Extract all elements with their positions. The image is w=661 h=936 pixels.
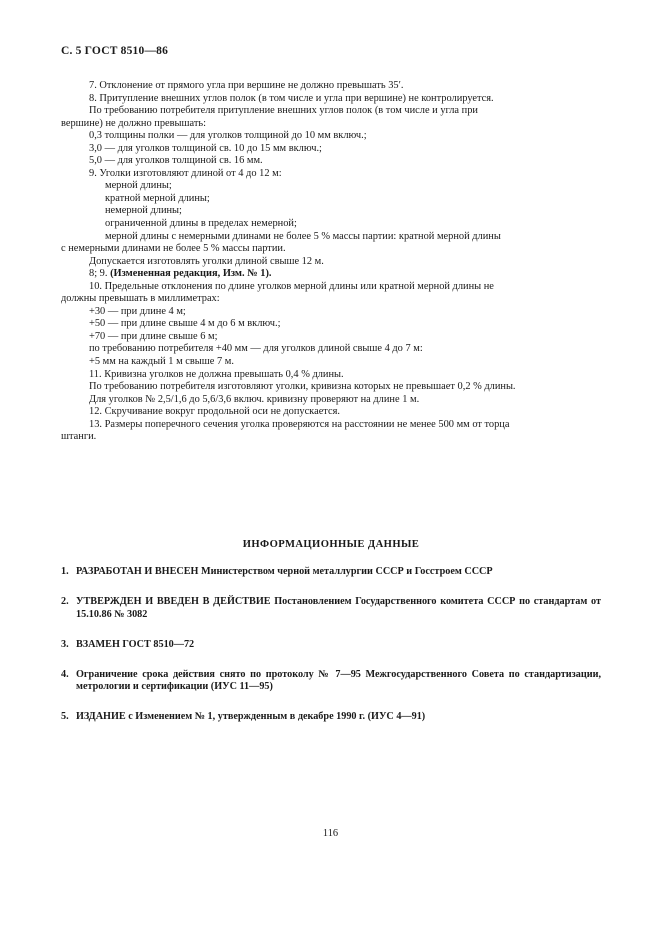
page-header: С. 5 ГОСТ 8510—86 xyxy=(61,45,169,57)
clause-8-item: 5,0 — для уголков толщиной св. 16 мм. xyxy=(89,155,263,167)
clause-12: 12. Скручивание вокруг продольной оси не допускается. xyxy=(89,406,340,418)
clause-8-requirement-cont: вершине) не должно превышать: xyxy=(61,117,207,129)
info-item-replaces xyxy=(61,639,601,652)
amendment-label: (Измененная редакция, Изм. № 1). xyxy=(110,268,272,280)
clause-10-item: +30 — при длине 4 м; xyxy=(89,305,186,317)
clause-11-note: Для уголков № 2,5/1,6 до 5,6/3,6 включ. кривизну проверяют на длине 1 м. xyxy=(89,393,420,405)
info-item-number: 4. xyxy=(61,668,69,680)
info-item-number: 3. xyxy=(61,638,69,650)
clause-13: 13. Размеры поперечного сечения уголка проверяются на расстоянии не менее 500 мм от торца xyxy=(89,418,510,430)
clause-9-item: мерной длины; xyxy=(105,180,172,192)
info-item-text: РАЗРАБОТАН И ВНЕСЕН Министерством черной металлургии СССР и Госстроем СССР xyxy=(76,566,493,577)
info-item-validity xyxy=(61,669,601,694)
clause-11-requirement: По требованию потребителя изготовляют уголки, кривизна которых не превышает 0,2 % длины. xyxy=(89,381,516,393)
clause-10-item: по требованию потребителя +40 мм — для уголков длиной свыше 4 до 7 м: xyxy=(89,343,423,355)
clause-9-item: кратной мерной длины; xyxy=(105,192,210,204)
clause-8: 8. Притупление внешних углов полок (в том числе и угла при вершине) не контролируется. xyxy=(89,92,494,104)
info-item-text: ИЗДАНИЕ с Изменением № 1, утвержденным в декабре 1990 г. (ИУС 4—91) xyxy=(76,711,426,722)
amendment-clauses: 8; 9. xyxy=(89,268,108,280)
info-item-number: 2. xyxy=(61,596,69,607)
info-item-edition xyxy=(61,711,601,724)
clause-11: 11. Кривизна уголков не должна превышать 0,4 % длины. xyxy=(89,368,344,380)
clause-8-requirement: По требованию потребителя притупление внешних углов полок (в том числе и угла при xyxy=(89,105,478,117)
clause-9-item: мерной длины с немерными длинами не более 5 % массы партии: кратной мерной длины xyxy=(105,230,501,242)
clause-10-cont: должны превышать в миллиметрах: xyxy=(61,293,220,305)
clause-9-item: ограниченной длины в пределах немерной; xyxy=(105,218,297,230)
clause-10-item: +5 мм на каждый 1 м свыше 7 м. xyxy=(89,356,234,368)
amendment-note xyxy=(61,268,601,281)
clause-8-item: 3,0 — для уголков толщиной св. 10 до 15 мм включ.; xyxy=(89,142,322,154)
info-item-text: Ограничение срока действия снято по протоколу № 7—95 Межгосударственного Совета по стандартизации, метрологии и сертификации (ИУС 11—95) xyxy=(76,668,601,692)
info-list xyxy=(61,566,601,741)
clause-9-note: Допускается изготовлять уголки длиной свыше 12 м. xyxy=(89,255,324,267)
clause-8-item: 0,3 толщины полки — для уголков толщиной до 10 мм включ.; xyxy=(89,130,367,142)
clause-9: 9. Уголки изготовляют длиной от 4 до 12 м: xyxy=(89,167,282,179)
clause-10-item: +50 — при длине свыше 4 м до 6 м включ.; xyxy=(89,318,281,330)
clause-10: 10. Предельные отклонения по длине уголков мерной длины или кратной мерной длины не xyxy=(89,280,494,292)
info-item-number: 5. xyxy=(61,711,69,722)
clause-9-item-cont: с немерными длинами не более 5 % массы партии. xyxy=(61,243,286,255)
document-body xyxy=(61,80,601,444)
clause-10-item: +70 — при длине свыше 6 м; xyxy=(89,330,218,342)
page-number: 116 xyxy=(322,828,339,839)
info-item-approved xyxy=(61,596,601,621)
info-item-text: ВЗАМЕН ГОСТ 8510—72 xyxy=(76,638,195,650)
clause-13-cont: штанги. xyxy=(61,431,97,443)
info-item-text: УТВЕРЖДЕН И ВВЕДЕН В ДЕЙСТВИЕ Постановлением Государственного комитета СССР по стандартам от 15.10.86 № 3082 xyxy=(76,596,601,620)
info-item-number: 1. xyxy=(61,566,69,577)
clause-9-item: немерной длины; xyxy=(105,205,182,217)
clause-7: 7. Отклонение от прямого угла при вершине не должно превышать 35′. xyxy=(89,80,404,91)
info-item-developed xyxy=(61,566,601,579)
info-section-title: ИНФОРМАЦИОННЫЕ ДАННЫЕ xyxy=(242,539,420,550)
